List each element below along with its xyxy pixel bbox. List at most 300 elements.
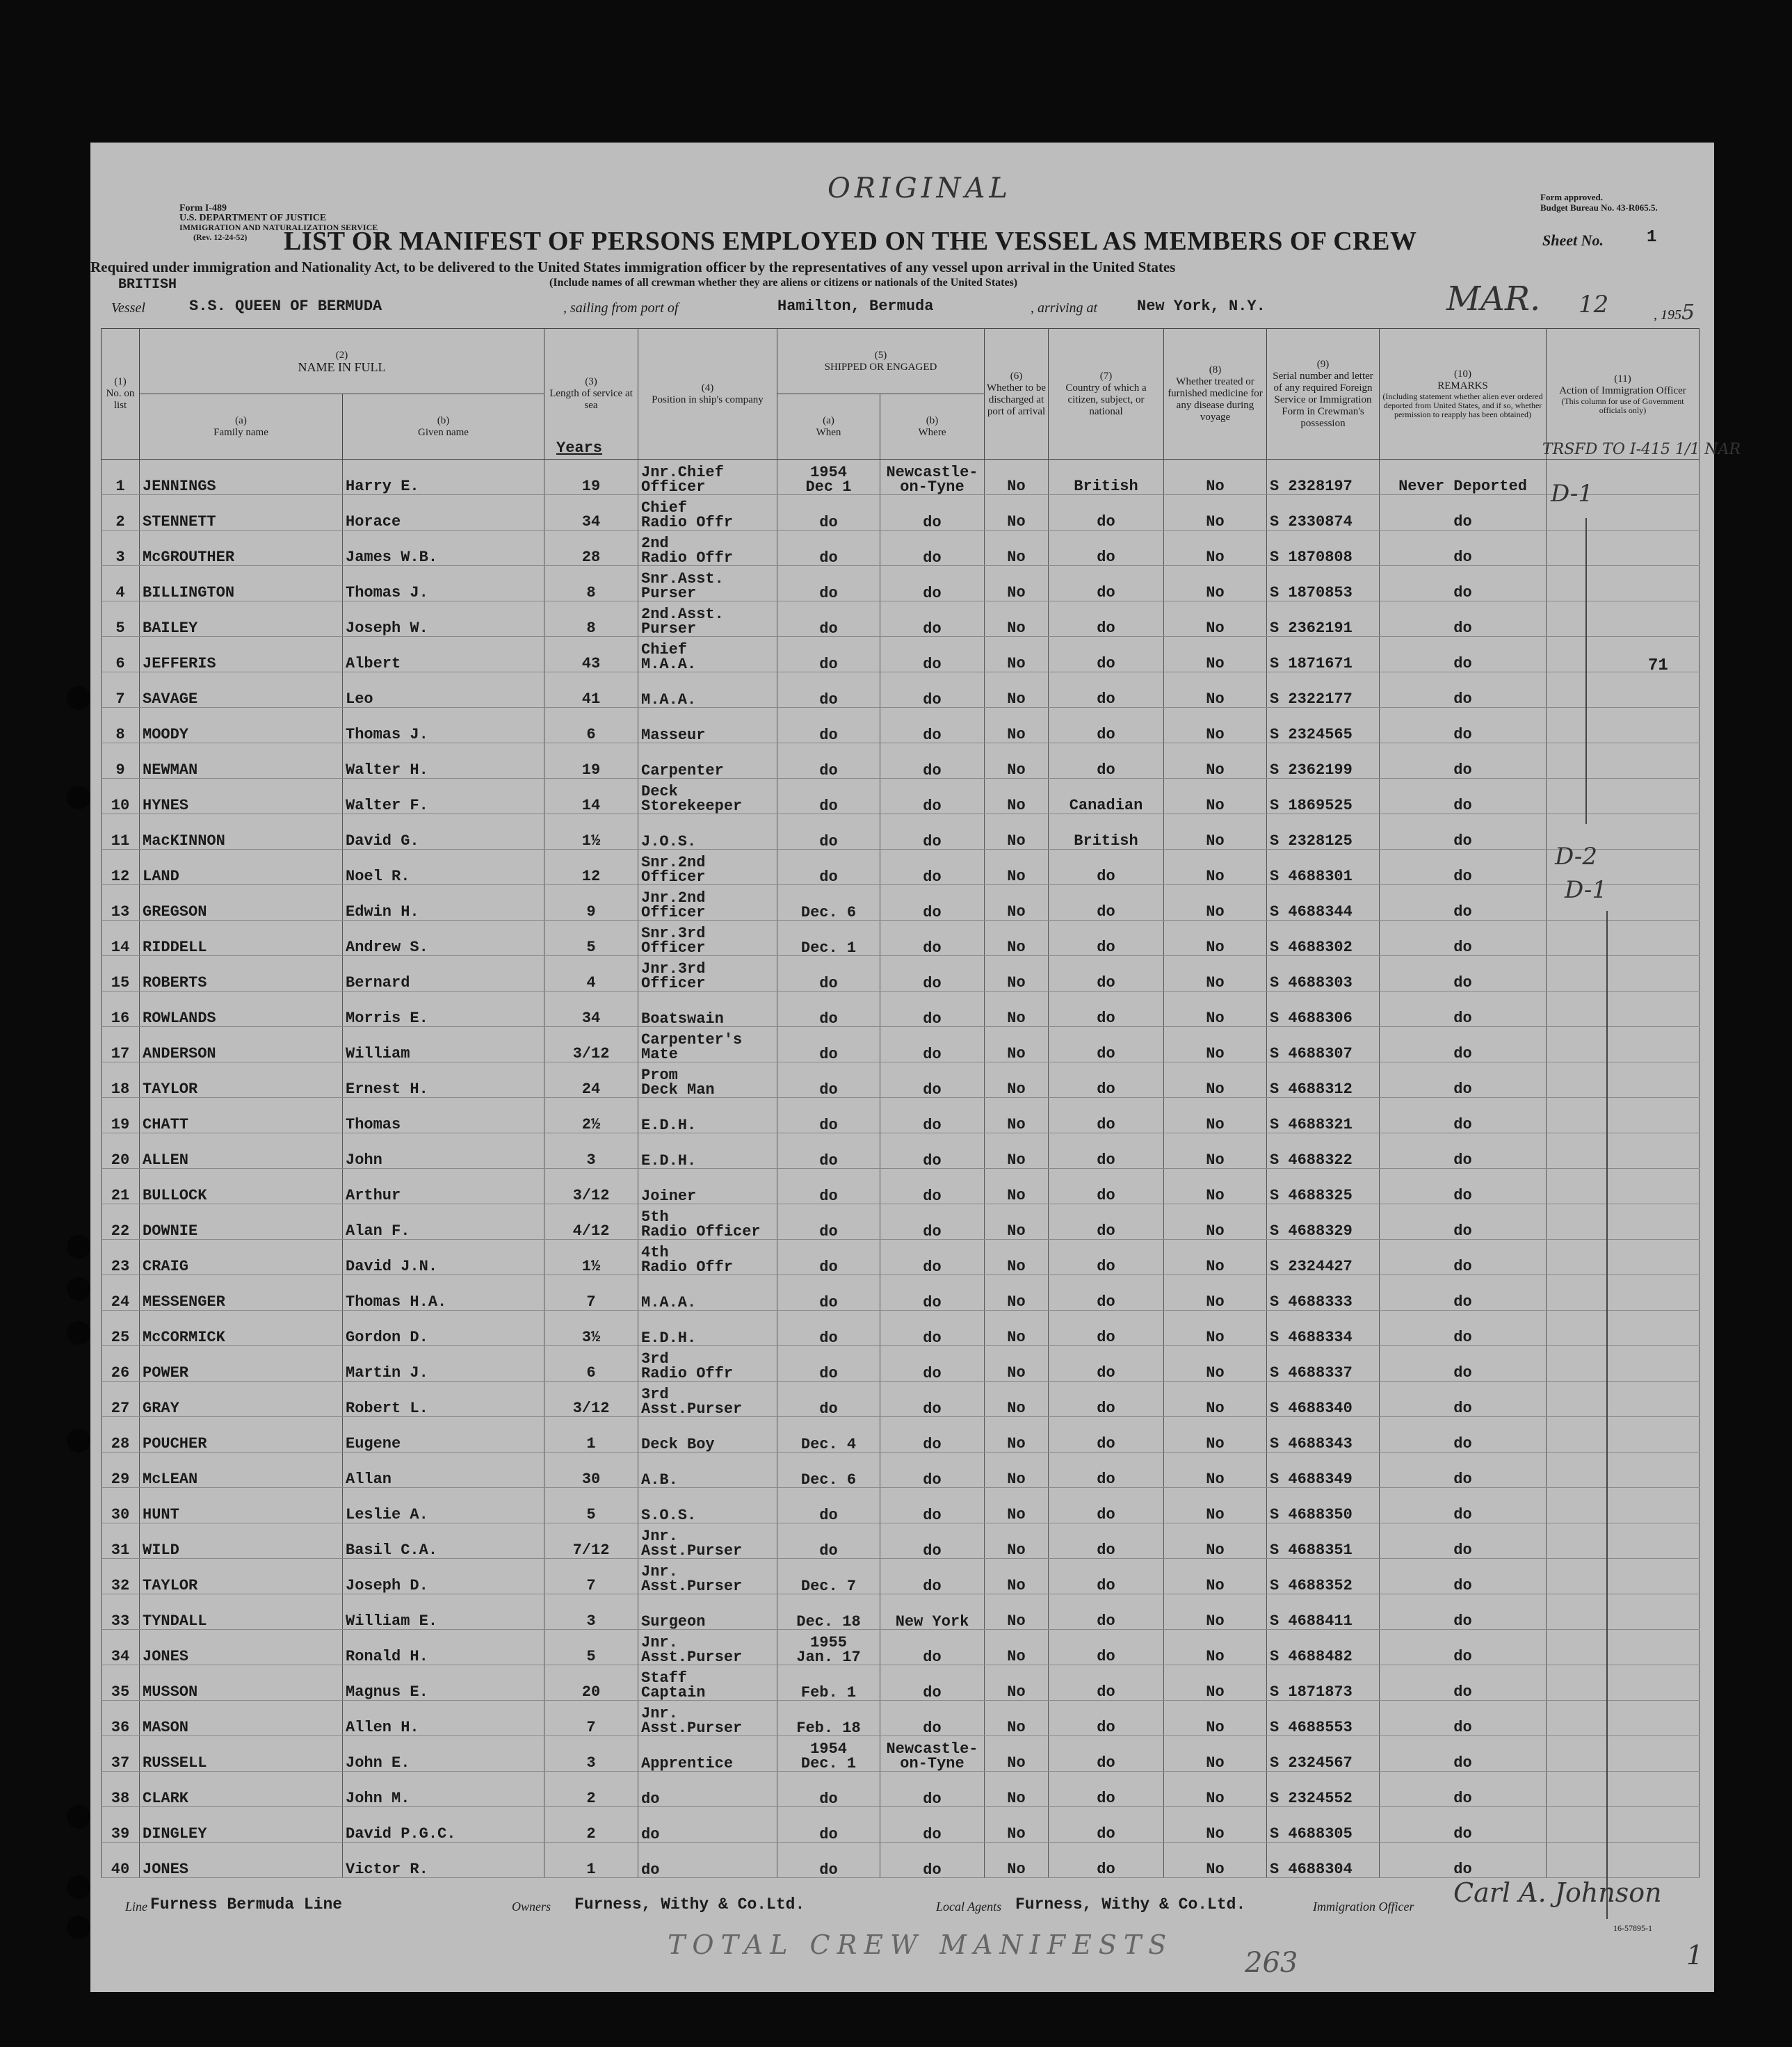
remarks: do [1380, 1098, 1547, 1133]
given-name: William [343, 1027, 544, 1062]
family-name: TAYLOR [140, 1062, 343, 1098]
action-cell [1547, 1701, 1700, 1736]
row-number: 14 [102, 921, 140, 956]
treated: No [1164, 708, 1267, 743]
row-number: 36 [102, 1701, 140, 1736]
position: Staff Captain [638, 1665, 777, 1701]
form-code: 16-57895-1 [1613, 1923, 1652, 1933]
table-row [102, 1417, 1700, 1453]
table-row [102, 1133, 1700, 1169]
shipped-where: do [880, 1488, 985, 1523]
action-cell [1547, 779, 1700, 814]
treated: No [1164, 637, 1267, 672]
col-discharged-header: (6) Whether to be discharged at port of arrival [985, 329, 1049, 460]
family-name: McGROUTHER [140, 531, 343, 566]
shipped-where: do [880, 1311, 985, 1346]
position: Apprentice [638, 1736, 777, 1772]
shipped-when: do [777, 1204, 880, 1240]
table-row [102, 1523, 1700, 1559]
treated: No [1164, 460, 1267, 495]
serial-number: S 4688349 [1267, 1453, 1380, 1488]
action-cell [1547, 672, 1700, 708]
length-of-service: 3 [544, 1594, 638, 1630]
row-number: 12 [102, 850, 140, 885]
action-cell [1547, 1311, 1700, 1346]
shipped-where: do [880, 921, 985, 956]
discharged: No [985, 566, 1049, 601]
length-of-service: 34 [544, 992, 638, 1027]
country: do [1049, 1240, 1164, 1275]
punch-hole [67, 1277, 90, 1301]
serial-number: S 4688304 [1267, 1843, 1380, 1878]
length-of-service: 9 [544, 885, 638, 921]
given-name: Horace [343, 495, 544, 531]
treated: No [1164, 672, 1267, 708]
shipped-when: do [777, 1240, 880, 1275]
shipped-when: do [777, 566, 880, 601]
family-name: CHATT [140, 1098, 343, 1133]
shipped-when: do [777, 956, 880, 992]
treated: No [1164, 779, 1267, 814]
family-name: MUSSON [140, 1665, 343, 1701]
country: do [1049, 1665, 1164, 1701]
arriving-label: , arriving at [1031, 300, 1098, 316]
given-name: Andrew S. [343, 921, 544, 956]
shipped-when: Dec. 1 [777, 921, 880, 956]
line-label: Line [125, 1900, 148, 1914]
remarks: do [1380, 566, 1547, 601]
action-cell [1547, 1559, 1700, 1594]
shipped-when: do [777, 708, 880, 743]
country: do [1049, 672, 1164, 708]
serial-number: S 2328197 [1267, 460, 1380, 495]
shipped-when: do [777, 1311, 880, 1346]
shipped-when: Dec. 6 [777, 1453, 880, 1488]
country: do [1049, 1417, 1164, 1453]
row-number: 38 [102, 1772, 140, 1807]
family-name: McLEAN [140, 1453, 343, 1488]
form-number: Form I-489 [179, 203, 227, 213]
action-cell [1547, 1523, 1700, 1559]
given-name: Allen H. [343, 1701, 544, 1736]
table-row [102, 1807, 1700, 1843]
shipped-when: do [777, 1843, 880, 1878]
country: do [1049, 1701, 1164, 1736]
family-name: BAILEY [140, 601, 343, 637]
remarks: do [1380, 850, 1547, 885]
discharged: No [985, 1382, 1049, 1417]
family-name: POWER [140, 1346, 343, 1382]
position: J.O.S. [638, 814, 777, 850]
serial-number: S 4688350 [1267, 1488, 1380, 1523]
country: do [1049, 1169, 1164, 1204]
arrival-day: 12 [1579, 291, 1609, 318]
remarks: do [1380, 1772, 1547, 1807]
given-name: Arthur [343, 1169, 544, 1204]
serial-number: S 4688482 [1267, 1630, 1380, 1665]
country: do [1049, 885, 1164, 921]
row-number: 9 [102, 743, 140, 779]
treated: No [1164, 1488, 1267, 1523]
action-cell [1547, 1027, 1700, 1062]
row-number: 6 [102, 637, 140, 672]
length-of-service: 8 [544, 566, 638, 601]
table-row [102, 1062, 1700, 1098]
length-of-service: 3/12 [544, 1382, 638, 1417]
length-of-service: 28 [544, 531, 638, 566]
shipped-when: do [777, 1027, 880, 1062]
discharged: No [985, 637, 1049, 672]
remarks: do [1380, 1417, 1547, 1453]
position: Carpenter's Mate [638, 1027, 777, 1062]
table-row [102, 1665, 1700, 1701]
length-of-service: 34 [544, 495, 638, 531]
annotation-d1: D-1 [1551, 480, 1594, 508]
length-of-service: 24 [544, 1062, 638, 1098]
treated: No [1164, 1559, 1267, 1594]
arrival-port: New York, N.Y. [1137, 298, 1266, 315]
family-name: ROWLANDS [140, 992, 343, 1027]
table-row [102, 956, 1700, 992]
row-number: 8 [102, 708, 140, 743]
action-cell [1547, 531, 1700, 566]
position: Jnr. Asst.Purser [638, 1701, 777, 1736]
remarks: do [1380, 885, 1547, 921]
given-name: William E. [343, 1594, 544, 1630]
row-number: 23 [102, 1240, 140, 1275]
table-row [102, 531, 1700, 566]
table-row [102, 601, 1700, 637]
row-number: 28 [102, 1417, 140, 1453]
action-cell [1547, 1772, 1700, 1807]
position: Prom Deck Man [638, 1062, 777, 1098]
position: Jnr. Asst.Purser [638, 1559, 777, 1594]
treated: No [1164, 850, 1267, 885]
family-name: ANDERSON [140, 1027, 343, 1062]
remarks: do [1380, 637, 1547, 672]
shipped-when: do [777, 601, 880, 637]
serial-number: S 4688352 [1267, 1559, 1380, 1594]
table-row [102, 1736, 1700, 1772]
original-stamp: ORIGINAL [828, 172, 1012, 204]
serial-number: S 4688312 [1267, 1062, 1380, 1098]
table-row [102, 460, 1700, 495]
treated: No [1164, 956, 1267, 992]
given-name: Albert [343, 637, 544, 672]
given-name: Thomas [343, 1098, 544, 1133]
position: Jnr.2nd Officer [638, 885, 777, 921]
shipped-where: do [880, 1098, 985, 1133]
length-of-service: 1½ [544, 814, 638, 850]
serial-number: S 4688321 [1267, 1098, 1380, 1133]
serial-number: S 1870808 [1267, 531, 1380, 566]
length-of-service: 5 [544, 921, 638, 956]
country: British [1049, 460, 1164, 495]
remarks: do [1380, 1240, 1547, 1275]
row-number: 20 [102, 1133, 140, 1169]
shipped-when: Dec. 4 [777, 1417, 880, 1453]
country: do [1049, 1488, 1164, 1523]
serial-number: S 2324567 [1267, 1736, 1380, 1772]
given-name: Ernest H. [343, 1062, 544, 1098]
given-name: David J.N. [343, 1240, 544, 1275]
action-cell [1547, 1169, 1700, 1204]
action-cell [1547, 1275, 1700, 1311]
transfer-annotation: TRSFD TO I-415 1/1 NAR [1542, 441, 1741, 458]
action-cell [1547, 566, 1700, 601]
discharged: No [985, 708, 1049, 743]
action-cell [1547, 1453, 1700, 1488]
shipped-when: do [777, 1807, 880, 1843]
shipped-where: do [880, 1275, 985, 1311]
table-row [102, 1240, 1700, 1275]
shipped-when: do [777, 1382, 880, 1417]
length-of-service: 30 [544, 1453, 638, 1488]
approval-line2: Budget Bureau No. 43-R065.5. [1540, 202, 1658, 213]
position: M.A.A. [638, 672, 777, 708]
discharged: No [985, 850, 1049, 885]
approval-line1: Form approved. [1540, 192, 1604, 202]
given-name: Leo [343, 672, 544, 708]
discharged: No [985, 495, 1049, 531]
position: 5th Radio Officer [638, 1204, 777, 1240]
position: E.D.H. [638, 1133, 777, 1169]
table-row [102, 1843, 1700, 1878]
treated: No [1164, 1062, 1267, 1098]
vessel-name: S.S. QUEEN OF BERMUDA [189, 298, 382, 315]
shipped-when: do [777, 1523, 880, 1559]
treated: No [1164, 1027, 1267, 1062]
form-subtitle-note: (Include names of all crewman whether they are aliens or citizens or nationals of the United States) [549, 277, 1018, 289]
shipped-where: do [880, 531, 985, 566]
col-where-header: (b) Where [880, 394, 985, 460]
remarks: do [1380, 495, 1547, 531]
length-of-service: 6 [544, 708, 638, 743]
row-number: 19 [102, 1098, 140, 1133]
row-number: 31 [102, 1523, 140, 1559]
action-cell [1547, 1382, 1700, 1417]
shipped-when: do [777, 814, 880, 850]
family-name: HUNT [140, 1488, 343, 1523]
position: E.D.H. [638, 1098, 777, 1133]
remarks: do [1380, 1133, 1547, 1169]
country: do [1049, 1843, 1164, 1878]
discharged: No [985, 1736, 1049, 1772]
discharged: No [985, 1169, 1049, 1204]
family-name: JENNINGS [140, 460, 343, 495]
row-number: 17 [102, 1027, 140, 1062]
country: do [1049, 1453, 1164, 1488]
shipped-where: do [880, 1453, 985, 1488]
shipped-when: do [777, 779, 880, 814]
country: British [1049, 814, 1164, 850]
family-name: CLARK [140, 1772, 343, 1807]
discharged: No [985, 992, 1049, 1027]
discharged: No [985, 1275, 1049, 1311]
given-name: Magnus E. [343, 1665, 544, 1701]
shipped-where: New York [880, 1594, 985, 1630]
arrival-year-suffix: 5 [1681, 300, 1695, 325]
shipped-when: do [777, 531, 880, 566]
serial-number: S 4688305 [1267, 1807, 1380, 1843]
family-name: MacKINNON [140, 814, 343, 850]
remarks: do [1380, 708, 1547, 743]
punch-hole [67, 786, 90, 809]
row-number: 24 [102, 1275, 140, 1311]
position: Jnr. Asst.Purser [638, 1523, 777, 1559]
treated: No [1164, 1453, 1267, 1488]
position: Deck Boy [638, 1417, 777, 1453]
sailing-label: , sailing from port of [563, 300, 679, 316]
length-of-service: 3½ [544, 1311, 638, 1346]
position: Carpenter [638, 743, 777, 779]
position: Snr.3rd Officer [638, 921, 777, 956]
remarks: do [1380, 1701, 1547, 1736]
position: do [638, 1807, 777, 1843]
action-cell [1547, 921, 1700, 956]
table-row [102, 1594, 1700, 1630]
serial-number: S 4688334 [1267, 1311, 1380, 1346]
discharged: No [985, 1772, 1049, 1807]
remarks: do [1380, 1027, 1547, 1062]
remarks: do [1380, 743, 1547, 779]
position: Jnr.Chief Officer [638, 460, 777, 495]
discharged: No [985, 531, 1049, 566]
shipped-where: do [880, 1169, 985, 1204]
serial-number: S 1870853 [1267, 566, 1380, 601]
family-name: NEWMAN [140, 743, 343, 779]
shipped-when: Feb. 1 [777, 1665, 880, 1701]
country: do [1049, 1133, 1164, 1169]
given-name: Basil C.A. [343, 1523, 544, 1559]
position: 3rd Asst.Purser [638, 1382, 777, 1417]
given-name: John [343, 1133, 544, 1169]
shipped-where: do [880, 1630, 985, 1665]
action-cell [1547, 1098, 1700, 1133]
treated: No [1164, 921, 1267, 956]
shipped-when: do [777, 743, 880, 779]
table-row [102, 566, 1700, 601]
given-name: David P.G.C. [343, 1807, 544, 1843]
annotation-d1-second: D-1 [1565, 876, 1608, 904]
length-of-service: 1 [544, 1843, 638, 1878]
shipped-where: do [880, 1417, 985, 1453]
remarks: do [1380, 921, 1547, 956]
action-cell [1547, 992, 1700, 1027]
family-name: WILD [140, 1523, 343, 1559]
row-number: 39 [102, 1807, 140, 1843]
shipped-when: do [777, 850, 880, 885]
given-name: Martin J. [343, 1346, 544, 1382]
length-of-service: 2 [544, 1807, 638, 1843]
shipped-when: do [777, 1169, 880, 1204]
given-name: Leslie A. [343, 1488, 544, 1523]
shipped-where: do [880, 885, 985, 921]
serial-number: S 4688325 [1267, 1169, 1380, 1204]
length-of-service: 19 [544, 743, 638, 779]
position: Chief Radio Offr [638, 495, 777, 531]
row-number: 3 [102, 531, 140, 566]
shipped-when: Dec. 7 [777, 1559, 880, 1594]
shipped-where: do [880, 1665, 985, 1701]
family-name: TAYLOR [140, 1559, 343, 1594]
row-number: 16 [102, 992, 140, 1027]
discharged: No [985, 460, 1049, 495]
row-number: 37 [102, 1736, 140, 1772]
country: do [1049, 1204, 1164, 1240]
punch-hole [67, 1321, 90, 1345]
length-of-service: 20 [544, 1665, 638, 1701]
annotation-d2: D-2 [1555, 843, 1598, 871]
table-row [102, 850, 1700, 885]
treated: No [1164, 1701, 1267, 1736]
shipped-when: 1954 Dec. 1 [777, 1736, 880, 1772]
given-name: Morris E. [343, 992, 544, 1027]
discharged: No [985, 1417, 1049, 1453]
shipped-when: do [777, 672, 880, 708]
treated: No [1164, 1275, 1267, 1311]
table-row [102, 1204, 1700, 1240]
family-name: HYNES [140, 779, 343, 814]
shipped-when: 1954 Dec 1 [777, 460, 880, 495]
table-row [102, 1346, 1700, 1382]
length-of-service: 3 [544, 1133, 638, 1169]
col-remarks-header: (10) REMARKS (Including statement whether alien ever ordered deported from United States, and if so, whether permission to reapply has been obtained) [1380, 329, 1547, 460]
action-cell [1547, 1843, 1700, 1878]
shipped-where: do [880, 1772, 985, 1807]
length-of-service: 7 [544, 1275, 638, 1311]
treated: No [1164, 1843, 1267, 1878]
table-row [102, 1275, 1700, 1311]
agents-label: Local Agents [936, 1900, 1002, 1914]
family-name: BULLOCK [140, 1169, 343, 1204]
given-name: Allan [343, 1453, 544, 1488]
shipped-where: do [880, 601, 985, 637]
shipped-where: do [880, 1346, 985, 1382]
agency-line1: U.S. DEPARTMENT OF JUSTICE [179, 213, 327, 223]
length-of-service: 5 [544, 1488, 638, 1523]
position: Chief M.A.A. [638, 637, 777, 672]
shipped-where: do [880, 1523, 985, 1559]
action-cell [1547, 1488, 1700, 1523]
col-action-header: (11) Action of Immigration Officer (This column for use of Government officials only) [1547, 329, 1700, 460]
remarks: do [1380, 779, 1547, 814]
row-number: 4 [102, 566, 140, 601]
row-number: 18 [102, 1062, 140, 1098]
position: A.B. [638, 1453, 777, 1488]
action-cell [1547, 1062, 1700, 1098]
position: Boatswain [638, 992, 777, 1027]
length-of-service: 8 [544, 601, 638, 637]
remarks: do [1380, 1062, 1547, 1098]
form-title: LIST OR MANIFEST OF PERSONS EMPLOYED ON THE VESSEL AS MEMBERS OF CREW [284, 227, 1417, 256]
owners-label: Owners [512, 1900, 551, 1914]
discharged: No [985, 1062, 1049, 1098]
punch-hole [67, 1916, 90, 1939]
col-serial-header: (9) Serial number and letter of any required Foreign Service or Immigration Form in Crewman's possession [1267, 329, 1380, 460]
shipped-where: do [880, 672, 985, 708]
remarks: do [1380, 1204, 1547, 1240]
length-of-service: 6 [544, 1346, 638, 1382]
discharged: No [985, 672, 1049, 708]
discharged: No [985, 1559, 1049, 1594]
treated: No [1164, 1382, 1267, 1417]
given-name: Victor R. [343, 1843, 544, 1878]
family-name: MOODY [140, 708, 343, 743]
col-treated-header: (8) Whether treated or furnished medicine for any disease during voyage [1164, 329, 1267, 460]
agency-line2: IMMIGRATION AND NATURALIZATION SERVICE [179, 222, 378, 232]
position: Snr.2nd Officer [638, 850, 777, 885]
